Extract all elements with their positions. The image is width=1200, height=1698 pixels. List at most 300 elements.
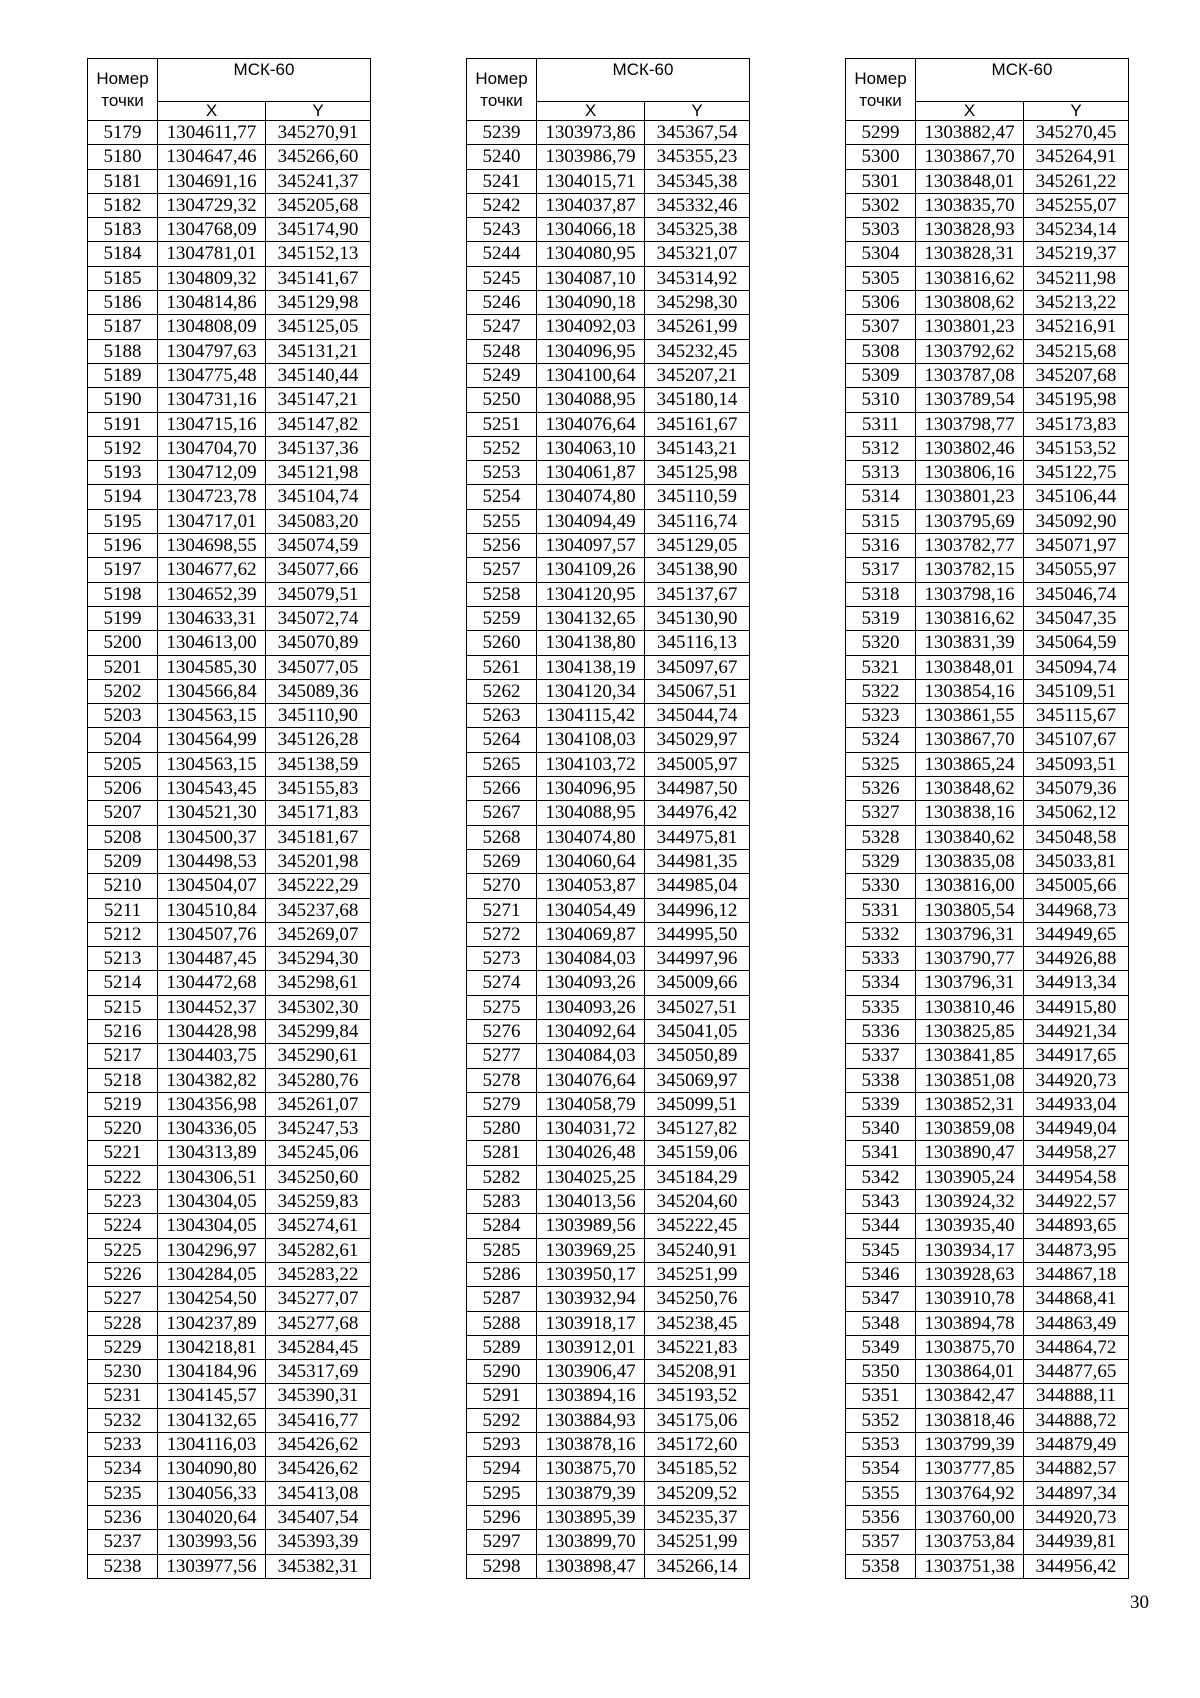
table-row — [467, 947, 750, 971]
point-number-cell: 5286 — [467, 1262, 537, 1286]
point-number-cell: 5215 — [88, 995, 158, 1019]
point-number-cell: 5316 — [846, 534, 916, 558]
x-coordinate-cell: 1304564,99 — [158, 728, 266, 752]
point-number-cell: 5321 — [846, 655, 916, 679]
y-coordinate-cell: 345137,67 — [645, 582, 750, 606]
y-coordinate-cell: 345261,22 — [1024, 169, 1129, 193]
y-coordinate-cell: 344939,81 — [1024, 1530, 1129, 1554]
x-column-header: X — [158, 102, 266, 121]
x-coordinate-cell: 1303795,69 — [916, 509, 1024, 533]
y-coordinate-cell: 345138,59 — [266, 752, 371, 776]
y-coordinate-cell: 345290,61 — [266, 1044, 371, 1068]
table-row — [846, 485, 1129, 509]
table-row — [88, 534, 371, 558]
point-number-cell: 5201 — [88, 655, 158, 679]
x-coordinate-cell: 1303810,46 — [916, 995, 1024, 1019]
y-coordinate-cell: 345234,14 — [1024, 218, 1129, 242]
table-row — [846, 1433, 1129, 1457]
x-coordinate-cell: 1304254,50 — [158, 1287, 266, 1311]
point-number-cell: 5211 — [88, 898, 158, 922]
x-coordinate-cell: 1303918,17 — [537, 1311, 645, 1335]
x-coordinate-cell: 1303831,39 — [916, 631, 1024, 655]
y-coordinate-cell: 344956,42 — [1024, 1554, 1129, 1578]
table-row — [467, 1117, 750, 1141]
x-coordinate-cell: 1304428,98 — [158, 1019, 266, 1043]
table-row — [846, 121, 1129, 145]
table-row — [467, 388, 750, 412]
table-row — [467, 1530, 750, 1554]
table-row — [88, 1214, 371, 1238]
point-number-cell: 5294 — [467, 1457, 537, 1481]
x-coordinate-cell: 1304809,32 — [158, 266, 266, 290]
y-coordinate-cell: 344920,73 — [1024, 1505, 1129, 1529]
table-row — [846, 242, 1129, 266]
point-number-cell: 5192 — [88, 436, 158, 460]
x-coordinate-cell: 1303801,23 — [916, 315, 1024, 339]
point-number-cell: 5291 — [467, 1384, 537, 1408]
point-number-cell: 5307 — [846, 315, 916, 339]
y-coordinate-cell: 345115,67 — [1024, 704, 1129, 728]
y-coordinate-cell: 345077,05 — [266, 655, 371, 679]
table-row — [467, 1068, 750, 1092]
y-coordinate-cell: 345222,29 — [266, 874, 371, 898]
x-coordinate-cell: 1304087,10 — [537, 266, 645, 290]
y-coordinate-cell: 345277,68 — [266, 1311, 371, 1335]
table-row — [467, 169, 750, 193]
point-number-cell: 5220 — [88, 1117, 158, 1141]
point-number-cell: 5263 — [467, 704, 537, 728]
x-coordinate-cell: 1303753,84 — [916, 1530, 1024, 1554]
x-coordinate-cell: 1304080,95 — [537, 242, 645, 266]
point-number-cell: 5264 — [467, 728, 537, 752]
table-row — [846, 291, 1129, 315]
x-coordinate-cell: 1304076,64 — [537, 412, 645, 436]
x-coordinate-cell: 1304613,00 — [158, 631, 266, 655]
y-coordinate-cell: 345270,91 — [266, 121, 371, 145]
y-coordinate-cell: 345413,08 — [266, 1481, 371, 1505]
x-coordinate-cell: 1304563,15 — [158, 704, 266, 728]
point-number-cell: 5297 — [467, 1530, 537, 1554]
point-number-cell: 5352 — [846, 1408, 916, 1432]
table-row — [88, 1117, 371, 1141]
y-coordinate-cell: 344949,65 — [1024, 922, 1129, 946]
y-coordinate-cell: 345173,83 — [1024, 412, 1129, 436]
x-coordinate-cell: 1304452,37 — [158, 995, 266, 1019]
point-number-header-line2: точки — [101, 90, 144, 110]
y-coordinate-cell: 345125,98 — [645, 461, 750, 485]
y-coordinate-cell: 345255,07 — [1024, 193, 1129, 217]
y-coordinate-cell: 345055,97 — [1024, 558, 1129, 582]
x-coordinate-cell: 1303782,15 — [916, 558, 1024, 582]
table-row — [846, 704, 1129, 728]
y-coordinate-cell: 344997,96 — [645, 947, 750, 971]
coordinates-table-2 — [466, 58, 750, 1579]
point-number-cell: 5334 — [846, 971, 916, 995]
y-coordinate-cell: 345009,66 — [645, 971, 750, 995]
x-coordinate-cell: 1304103,72 — [537, 752, 645, 776]
y-coordinate-cell: 345277,07 — [266, 1287, 371, 1311]
point-number-cell: 5261 — [467, 655, 537, 679]
x-coordinate-cell: 1304061,87 — [537, 461, 645, 485]
y-coordinate-cell: 345261,07 — [266, 1092, 371, 1116]
point-number-cell: 5217 — [88, 1044, 158, 1068]
x-coordinate-cell: 1304058,79 — [537, 1092, 645, 1116]
table-row — [846, 1165, 1129, 1189]
x-coordinate-cell: 1303851,08 — [916, 1068, 1024, 1092]
point-number-header-line1: Номер — [854, 68, 907, 88]
point-number-cell: 5218 — [88, 1068, 158, 1092]
table-row — [88, 193, 371, 217]
table-row — [467, 218, 750, 242]
point-number-cell: 5342 — [846, 1165, 916, 1189]
point-number-cell: 5213 — [88, 947, 158, 971]
x-coordinate-cell: 1303825,85 — [916, 1019, 1024, 1043]
point-number-cell: 5252 — [467, 436, 537, 460]
y-coordinate-cell: 344987,50 — [645, 777, 750, 801]
y-coordinate-cell: 345209,52 — [645, 1481, 750, 1505]
point-number-cell: 5203 — [88, 704, 158, 728]
x-coordinate-cell: 1303751,38 — [916, 1554, 1024, 1578]
y-coordinate-cell: 345171,83 — [266, 801, 371, 825]
point-number-cell: 5273 — [467, 947, 537, 971]
table-row — [467, 679, 750, 703]
table-row — [467, 874, 750, 898]
x-coordinate-cell: 1303764,92 — [916, 1481, 1024, 1505]
point-number-cell: 5235 — [88, 1481, 158, 1505]
table-row — [467, 291, 750, 315]
table-row — [467, 1554, 750, 1578]
coordinates-table-1 — [87, 58, 371, 1579]
table-row — [88, 121, 371, 145]
x-coordinate-cell: 1303977,56 — [158, 1554, 266, 1578]
y-coordinate-cell: 345407,54 — [266, 1505, 371, 1529]
point-number-cell: 5358 — [846, 1554, 916, 1578]
x-coordinate-cell: 1304026,48 — [537, 1141, 645, 1165]
table-row — [88, 1360, 371, 1384]
y-coordinate-cell: 344879,49 — [1024, 1433, 1129, 1457]
y-coordinate-cell: 345266,14 — [645, 1554, 750, 1578]
table-row — [846, 1238, 1129, 1262]
table-row — [467, 1262, 750, 1286]
y-coordinate-cell: 344917,65 — [1024, 1044, 1129, 1068]
x-coordinate-cell: 1303801,23 — [916, 485, 1024, 509]
x-coordinate-cell: 1303993,56 — [158, 1530, 266, 1554]
y-coordinate-cell: 345264,91 — [1024, 145, 1129, 169]
point-number-cell: 5223 — [88, 1190, 158, 1214]
point-number-cell: 5336 — [846, 1019, 916, 1043]
point-number-cell: 5347 — [846, 1287, 916, 1311]
x-coordinate-cell: 1304090,80 — [158, 1457, 266, 1481]
point-number-cell: 5354 — [846, 1457, 916, 1481]
point-number-cell: 5189 — [88, 363, 158, 387]
y-coordinate-cell: 345251,99 — [645, 1530, 750, 1554]
table-row — [846, 1481, 1129, 1505]
point-number-cell: 5259 — [467, 606, 537, 630]
table-row — [846, 558, 1129, 582]
point-number-cell: 5238 — [88, 1554, 158, 1578]
coordinate-system-header: МСК-60 — [158, 59, 371, 102]
point-number-cell: 5298 — [467, 1554, 537, 1578]
x-coordinate-cell: 1304403,75 — [158, 1044, 266, 1068]
point-number-cell: 5318 — [846, 582, 916, 606]
x-coordinate-cell: 1304096,95 — [537, 777, 645, 801]
x-coordinate-cell: 1303878,16 — [537, 1433, 645, 1457]
point-number-cell: 5248 — [467, 339, 537, 363]
x-coordinate-cell: 1303798,77 — [916, 412, 1024, 436]
y-coordinate-cell: 345240,91 — [645, 1238, 750, 1262]
point-number-cell: 5270 — [467, 874, 537, 898]
y-coordinate-cell: 345077,66 — [266, 558, 371, 582]
y-coordinate-cell: 344985,04 — [645, 874, 750, 898]
table-row — [88, 679, 371, 703]
y-coordinate-cell: 345345,38 — [645, 169, 750, 193]
point-number-cell: 5195 — [88, 509, 158, 533]
x-coordinate-cell: 1303864,01 — [916, 1360, 1024, 1384]
y-coordinate-cell: 345266,60 — [266, 145, 371, 169]
point-number-cell: 5279 — [467, 1092, 537, 1116]
point-number-cell: 5349 — [846, 1335, 916, 1359]
table-row — [88, 1190, 371, 1214]
point-number-cell: 5328 — [846, 825, 916, 849]
y-coordinate-cell: 344921,34 — [1024, 1019, 1129, 1043]
y-coordinate-cell: 344893,65 — [1024, 1214, 1129, 1238]
x-coordinate-cell: 1304487,45 — [158, 947, 266, 971]
point-number-cell: 5219 — [88, 1092, 158, 1116]
y-coordinate-cell: 345147,21 — [266, 388, 371, 412]
point-number-cell: 5209 — [88, 849, 158, 873]
point-number-cell: 5335 — [846, 995, 916, 1019]
y-coordinate-cell: 345107,67 — [1024, 728, 1129, 752]
x-coordinate-cell: 1304056,33 — [158, 1481, 266, 1505]
y-coordinate-cell: 345298,61 — [266, 971, 371, 995]
y-coordinate-cell: 344995,50 — [645, 922, 750, 946]
x-coordinate-cell: 1304284,05 — [158, 1262, 266, 1286]
y-coordinate-cell: 345426,62 — [266, 1433, 371, 1457]
x-coordinate-cell: 1304138,80 — [537, 631, 645, 655]
y-coordinate-cell: 344954,58 — [1024, 1165, 1129, 1189]
y-coordinate-cell: 345390,31 — [266, 1384, 371, 1408]
x-coordinate-cell: 1303816,00 — [916, 874, 1024, 898]
y-coordinate-cell: 345097,67 — [645, 655, 750, 679]
x-coordinate-cell: 1304808,09 — [158, 315, 266, 339]
y-coordinate-cell: 345047,35 — [1024, 606, 1129, 630]
table-row — [467, 1408, 750, 1432]
table-row — [88, 363, 371, 387]
point-number-cell: 5290 — [467, 1360, 537, 1384]
table-row — [846, 898, 1129, 922]
point-number-cell: 5343 — [846, 1190, 916, 1214]
x-coordinate-cell: 1304729,32 — [158, 193, 266, 217]
point-number-cell: 5241 — [467, 169, 537, 193]
table-row — [467, 801, 750, 825]
y-coordinate-cell: 345302,30 — [266, 995, 371, 1019]
x-coordinate-cell: 1304336,05 — [158, 1117, 266, 1141]
x-coordinate-cell: 1304093,26 — [537, 995, 645, 1019]
point-number-cell: 5311 — [846, 412, 916, 436]
y-coordinate-cell: 345126,28 — [266, 728, 371, 752]
table-row — [88, 1554, 371, 1578]
y-coordinate-cell: 345005,66 — [1024, 874, 1129, 898]
table-row — [846, 922, 1129, 946]
x-coordinate-cell: 1304296,97 — [158, 1238, 266, 1262]
table-row — [88, 752, 371, 776]
x-coordinate-cell: 1303852,31 — [916, 1092, 1024, 1116]
y-coordinate-cell: 345222,45 — [645, 1214, 750, 1238]
y-coordinate-cell: 345237,68 — [266, 898, 371, 922]
point-number-cell: 5185 — [88, 266, 158, 290]
y-coordinate-cell: 345382,31 — [266, 1554, 371, 1578]
point-number-cell: 5302 — [846, 193, 916, 217]
table-row — [467, 898, 750, 922]
point-number-cell: 5256 — [467, 534, 537, 558]
table-row — [467, 315, 750, 339]
table-row — [467, 995, 750, 1019]
y-coordinate-cell: 345232,45 — [645, 339, 750, 363]
table-row — [846, 1530, 1129, 1554]
x-coordinate-cell: 1304097,57 — [537, 534, 645, 558]
x-coordinate-cell: 1304053,87 — [537, 874, 645, 898]
x-coordinate-cell: 1304132,65 — [158, 1408, 266, 1432]
x-coordinate-cell: 1303828,31 — [916, 242, 1024, 266]
point-number-cell: 5266 — [467, 777, 537, 801]
y-coordinate-cell: 345033,81 — [1024, 849, 1129, 873]
y-coordinate-cell: 344877,65 — [1024, 1360, 1129, 1384]
point-number-cell: 5341 — [846, 1141, 916, 1165]
point-number-cell: 5287 — [467, 1287, 537, 1311]
table-row — [467, 363, 750, 387]
x-coordinate-cell: 1304060,64 — [537, 849, 645, 873]
x-coordinate-cell: 1304069,87 — [537, 922, 645, 946]
x-coordinate-cell: 1303808,62 — [916, 291, 1024, 315]
point-number-cell: 5348 — [846, 1311, 916, 1335]
y-coordinate-cell: 345071,97 — [1024, 534, 1129, 558]
x-coordinate-cell: 1303848,01 — [916, 169, 1024, 193]
point-number-cell: 5277 — [467, 1044, 537, 1068]
point-number-cell: 5179 — [88, 121, 158, 145]
y-coordinate-cell: 345367,54 — [645, 121, 750, 145]
table-row — [846, 1262, 1129, 1286]
table-row — [846, 849, 1129, 873]
x-coordinate-cell: 1304184,96 — [158, 1360, 266, 1384]
x-coordinate-cell: 1303867,70 — [916, 728, 1024, 752]
table-row — [846, 1457, 1129, 1481]
point-number-cell: 5243 — [467, 218, 537, 242]
x-coordinate-cell: 1303884,93 — [537, 1408, 645, 1432]
x-coordinate-cell: 1304797,63 — [158, 339, 266, 363]
table-row — [467, 825, 750, 849]
point-number-cell: 5330 — [846, 874, 916, 898]
y-coordinate-cell: 345089,36 — [266, 679, 371, 703]
point-number-cell: 5337 — [846, 1044, 916, 1068]
y-coordinate-cell: 345221,83 — [645, 1335, 750, 1359]
x-coordinate-cell: 1303859,08 — [916, 1117, 1024, 1141]
x-coordinate-cell: 1304054,49 — [537, 898, 645, 922]
x-coordinate-cell: 1304717,01 — [158, 509, 266, 533]
table-row — [846, 388, 1129, 412]
y-coordinate-cell: 345046,74 — [1024, 582, 1129, 606]
y-coordinate-cell: 345094,74 — [1024, 655, 1129, 679]
x-coordinate-cell: 1304498,53 — [158, 849, 266, 873]
point-number-cell: 5283 — [467, 1190, 537, 1214]
point-number-cell: 5254 — [467, 485, 537, 509]
x-coordinate-cell: 1303796,31 — [916, 971, 1024, 995]
point-number-header — [846, 59, 916, 121]
y-coordinate-cell: 344867,18 — [1024, 1262, 1129, 1286]
point-number-cell: 5265 — [467, 752, 537, 776]
table-row — [467, 1433, 750, 1457]
point-number-header-line1: Номер — [475, 68, 528, 88]
y-coordinate-cell: 344975,81 — [645, 825, 750, 849]
table-row — [846, 679, 1129, 703]
x-coordinate-cell: 1303879,39 — [537, 1481, 645, 1505]
table-row — [88, 339, 371, 363]
point-number-header-line2: точки — [480, 90, 523, 110]
y-coordinate-cell: 345282,61 — [266, 1238, 371, 1262]
point-number-cell: 5187 — [88, 315, 158, 339]
table-row — [846, 461, 1129, 485]
x-coordinate-cell: 1303986,79 — [537, 145, 645, 169]
y-coordinate-cell: 345180,14 — [645, 388, 750, 412]
point-number-cell: 5257 — [467, 558, 537, 582]
coordinates-table-3 — [845, 58, 1129, 1579]
x-coordinate-cell: 1303906,47 — [537, 1360, 645, 1384]
point-number-cell: 5184 — [88, 242, 158, 266]
y-coordinate-cell: 345069,97 — [645, 1068, 750, 1092]
x-coordinate-cell: 1304566,84 — [158, 679, 266, 703]
point-number-cell: 5186 — [88, 291, 158, 315]
point-number-cell: 5230 — [88, 1360, 158, 1384]
point-number-cell: 5324 — [846, 728, 916, 752]
y-coordinate-cell: 345270,45 — [1024, 121, 1129, 145]
x-coordinate-cell: 1304074,80 — [537, 825, 645, 849]
y-coordinate-cell: 345070,89 — [266, 631, 371, 655]
x-coordinate-cell: 1304094,49 — [537, 509, 645, 533]
y-coordinate-cell: 345092,90 — [1024, 509, 1129, 533]
x-coordinate-cell: 1303802,46 — [916, 436, 1024, 460]
point-number-cell: 5332 — [846, 922, 916, 946]
x-coordinate-cell: 1303790,77 — [916, 947, 1024, 971]
y-coordinate-cell: 345283,22 — [266, 1262, 371, 1286]
y-coordinate-cell: 345280,76 — [266, 1068, 371, 1092]
x-coordinate-cell: 1304723,78 — [158, 485, 266, 509]
table-row — [846, 1554, 1129, 1578]
x-coordinate-cell: 1304093,26 — [537, 971, 645, 995]
x-coordinate-cell: 1303865,24 — [916, 752, 1024, 776]
point-number-cell: 5258 — [467, 582, 537, 606]
y-coordinate-cell: 344926,88 — [1024, 947, 1129, 971]
point-number-cell: 5345 — [846, 1238, 916, 1262]
x-coordinate-cell: 1304037,87 — [537, 193, 645, 217]
y-coordinate-cell: 345195,98 — [1024, 388, 1129, 412]
table-row — [846, 412, 1129, 436]
table-row — [88, 388, 371, 412]
point-number-cell: 5344 — [846, 1214, 916, 1238]
point-number-cell: 5207 — [88, 801, 158, 825]
table-row — [88, 242, 371, 266]
y-coordinate-cell: 344873,95 — [1024, 1238, 1129, 1262]
point-number-cell: 5292 — [467, 1408, 537, 1432]
point-number-cell: 5260 — [467, 631, 537, 655]
point-number-cell: 5299 — [846, 121, 916, 145]
x-coordinate-cell: 1304510,84 — [158, 898, 266, 922]
y-coordinate-cell: 344882,57 — [1024, 1457, 1129, 1481]
x-coordinate-cell: 1303912,01 — [537, 1335, 645, 1359]
y-coordinate-cell: 345215,68 — [1024, 339, 1129, 363]
point-number-cell: 5228 — [88, 1311, 158, 1335]
point-number-cell: 5267 — [467, 801, 537, 825]
point-number-cell: 5205 — [88, 752, 158, 776]
table-row — [88, 801, 371, 825]
